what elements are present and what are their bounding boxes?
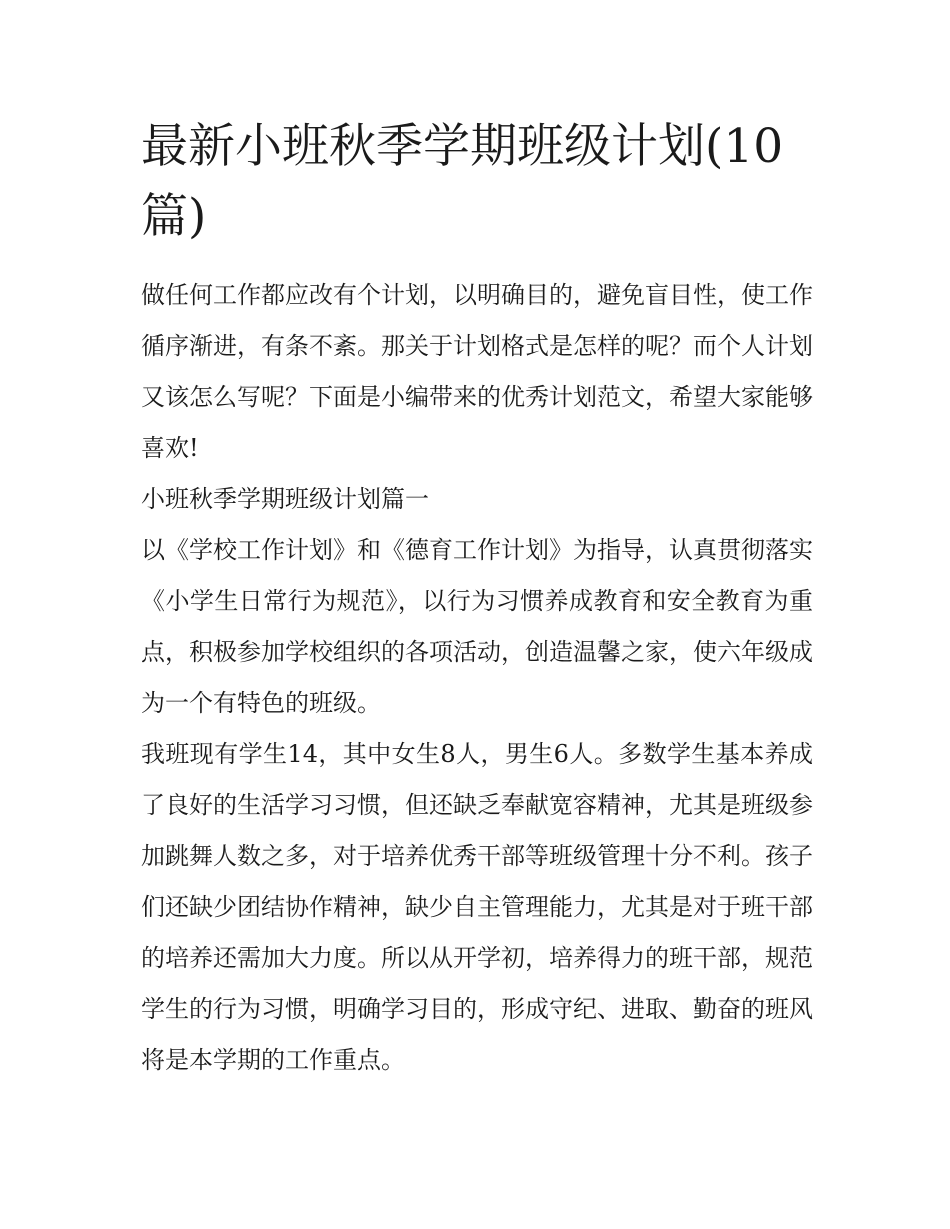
document-page: [141, 112, 813, 1086]
section-heading: 小班秋季学期班级计划篇一: [141, 485, 429, 513]
class-status-paragraph: 我班现有学生14，其中女生8人，男生6人。多数学生基本养成了良好的生活学习习惯，但还缺乏奉献宽容精神，尤其是班级参加跳舞人数之多，对于培养优秀干部等班级管理十分不利。孩子们还缺少团结协作精神，缺少自主管理能力，尤其是对于班干部的培养还需加大力度。所以从开学初，培养得力的班干部，规范学生的行为习惯，明确学习目的，形成守纪、进取、勤奋的班风将是本学期的工作重点。: [141, 740, 813, 1074]
intro-paragraph: 做任何工作都应改有个计划，以明确目的，避免盲目性，使工作循序渐进，有条不紊。那关于计划格式是怎样的呢？而个人计划又该怎么写呢？下面是小编带来的优秀计划范文，希望大家能够喜欢!: [141, 281, 813, 462]
guidance-paragraph: 以《学校工作计划》和《德育工作计划》为指导，认真贯彻落实《小学生日常行为规范》，以行为习惯养成教育和安全教育为重点，积极参加学校组织的各项活动，创造温馨之家，使六年级成为一个有特色的班级。: [141, 536, 813, 717]
document-title: 最新小班秋季学期班级计划(10篇): [141, 119, 784, 244]
